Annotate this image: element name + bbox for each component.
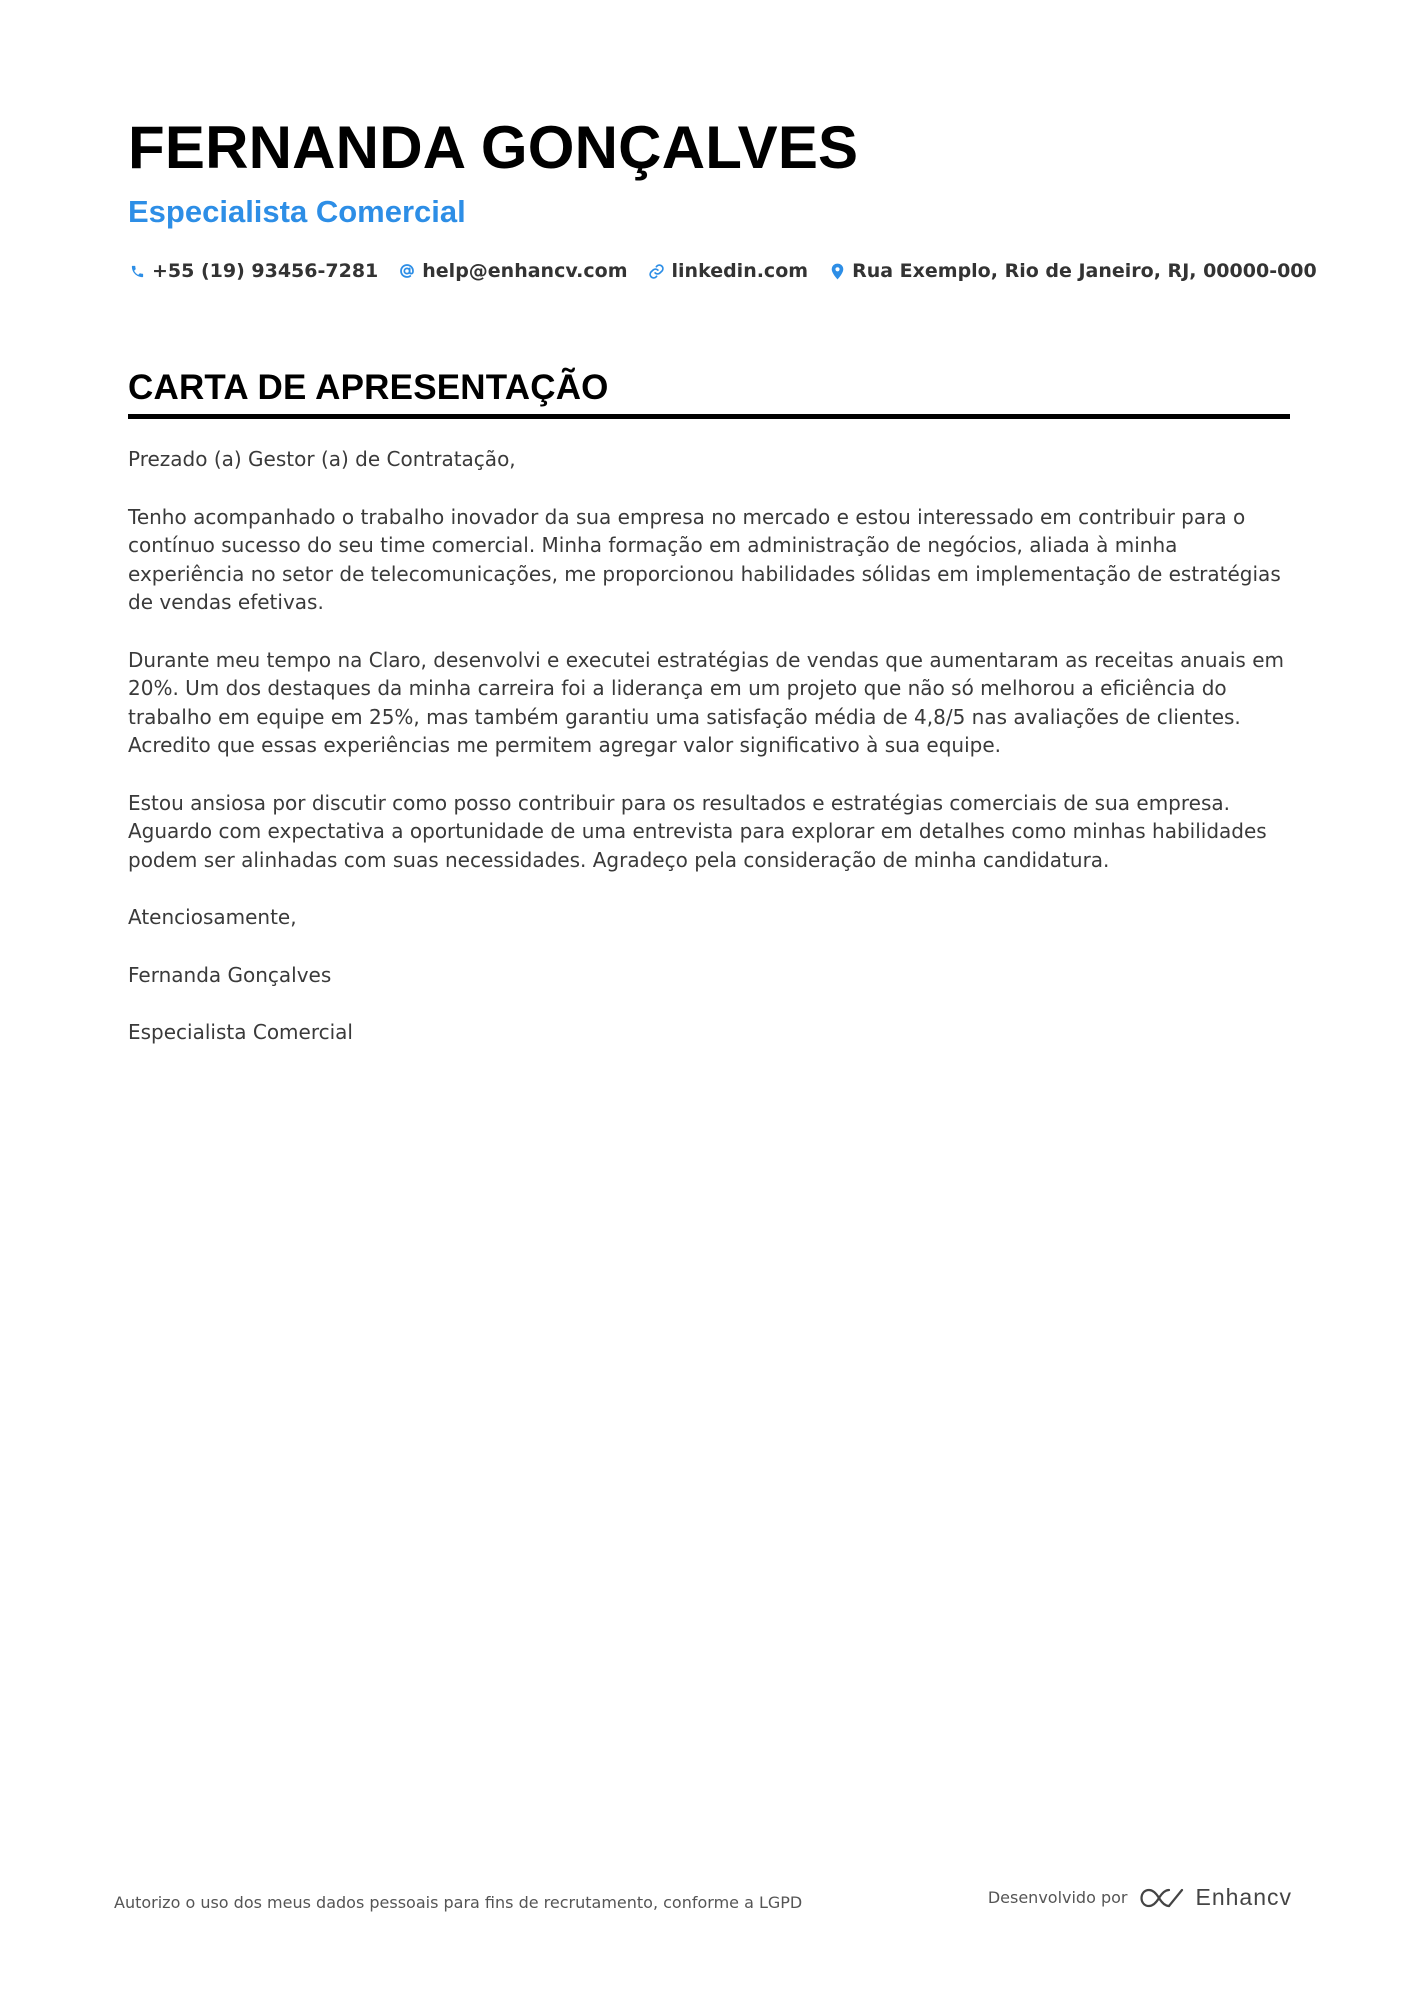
contact-email[interactable] xyxy=(398,260,627,282)
letter-paragraph: Tenho acompanhado o trabalho inovador da sua empresa no mercado e estou interessado em contribuir para o contínuo sucesso do seu time comercial. Minha formação em administração de negócios, aliada à minha experiência no setor de telecomunicações, me proporcionou habilidades sólidas em implementação de estratégias de vendas efetivas. xyxy=(128,504,1281,614)
contact-linkedin-text: linkedin.com xyxy=(671,260,809,282)
cover-letter-section xyxy=(128,368,1290,1076)
contact-bar xyxy=(128,256,1317,286)
map-pin-icon xyxy=(828,262,846,280)
contact-phone-text: +55 (19) 93456-7281 xyxy=(152,260,379,282)
brand-name: Enhancv xyxy=(1195,1884,1292,1910)
footer-branding[interactable] xyxy=(988,1884,1292,1911)
section-title: CARTA DE APRESENTAÇÃO xyxy=(128,368,609,407)
letter-paragraph: Estou ansiosa por discutir como posso contribuir para os resultados e estratégias comerciais de sua empresa. Aguardo com expectativa a oportunidade de uma entrevista para explorar em detalhes como minhas habilidades podem ser alinhadas com suas necessidades. Agradeço pela consideração de minha candidatura. xyxy=(128,790,1267,872)
contact-address-text: Rua Exemplo, Rio de Janeiro, RJ, 00000-000 xyxy=(852,260,1317,282)
candidate-name: FERNANDA GONÇALVES xyxy=(128,114,859,181)
section-divider xyxy=(128,414,1290,419)
letter-greeting: Prezado (a) Gestor (a) de Contratação, xyxy=(128,447,516,471)
at-icon xyxy=(398,262,416,280)
letter-closing: Atenciosamente, xyxy=(128,905,297,929)
enhancv-logo-icon xyxy=(1139,1886,1185,1910)
built-by-label: Desenvolvido por xyxy=(987,1888,1128,1907)
letter-body xyxy=(128,445,1290,1047)
letter-paragraph: Durante meu tempo na Claro, desenvolvi e executei estratégias de vendas que aumentaram as receitas anuais em 20%. Um dos destaques da minha carreira foi a liderança em um projeto que não só melhorou a eficiência do trabalho em equipe em 25%, mas também garantiu uma satisfação média de 4,8/5 nas avaliações de clientes. Acredito que essas experiências me permitem agregar valor significativo à sua equipe. xyxy=(128,647,1284,757)
candidate-title: Especialista Comercial xyxy=(128,194,466,229)
signature-title: Especialista Comercial xyxy=(128,1020,353,1044)
signature-name: Fernanda Gonçalves xyxy=(128,962,332,987)
contact-address xyxy=(828,260,1317,282)
phone-icon xyxy=(128,262,146,280)
contact-phone xyxy=(128,260,378,282)
link-icon xyxy=(648,262,666,280)
contact-email-text: help@enhancv.com xyxy=(422,260,628,282)
header xyxy=(128,108,1317,286)
footer-consent: Autorizo o uso dos meus dados pessoais para fins de recrutamento, conforme a LGPD xyxy=(114,1893,803,1912)
contact-linkedin[interactable] xyxy=(648,260,809,282)
